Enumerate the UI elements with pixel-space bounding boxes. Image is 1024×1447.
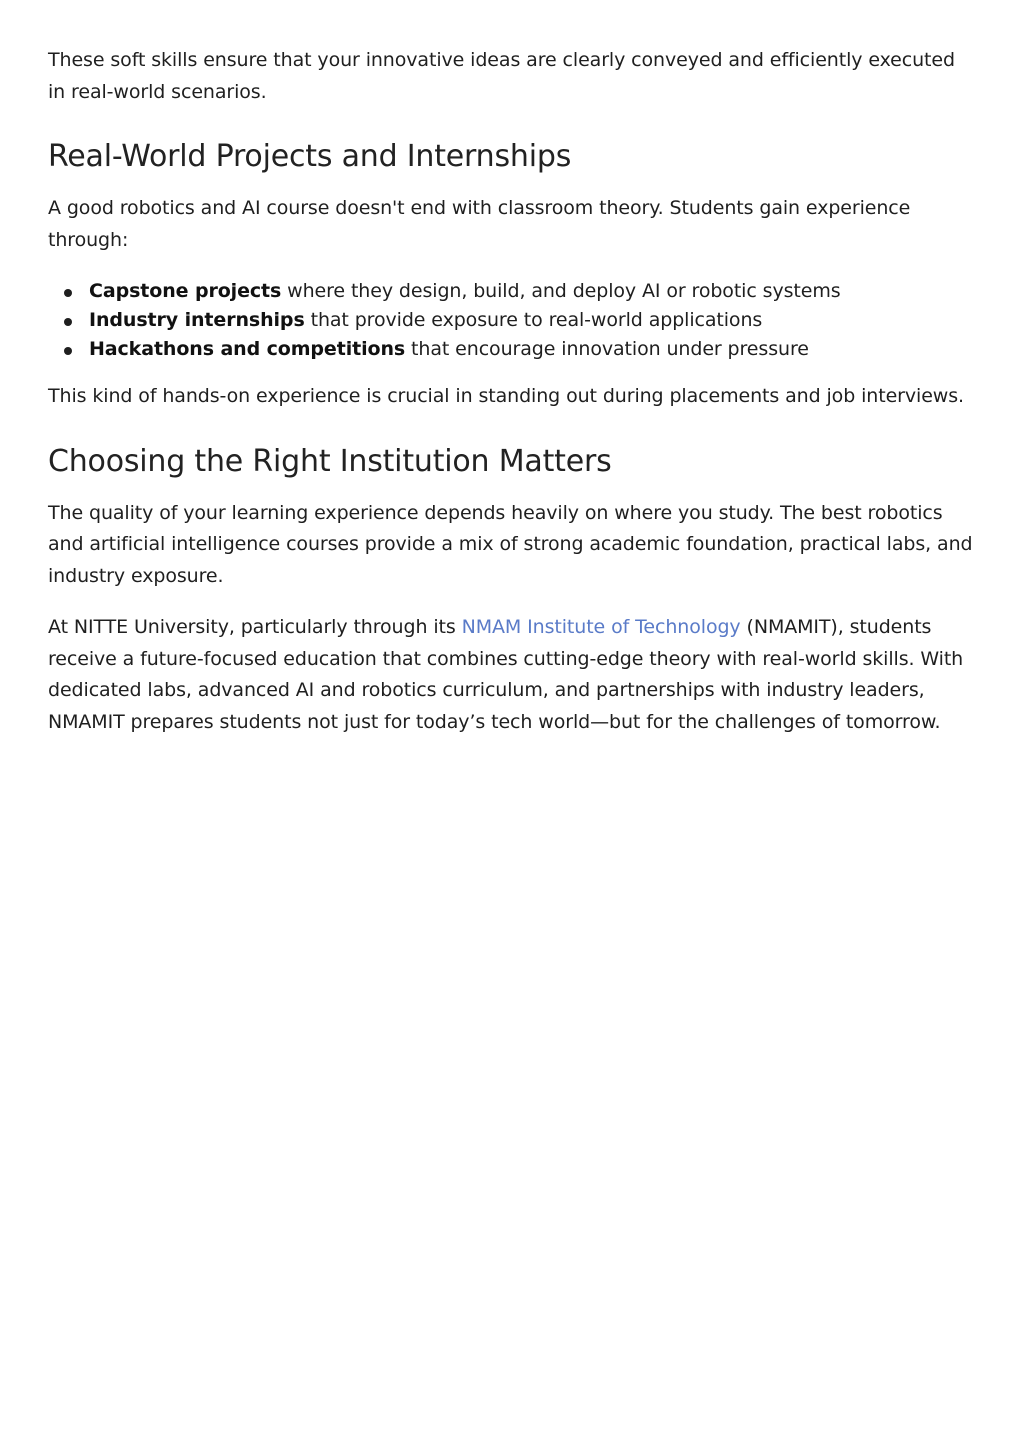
quality-paragraph: The quality of your learning experience depends heavily on where you study. The best robotics and artificial intelligence courses provide a mix of strong academic foundation, practical labs, and industry exposure. <box>48 501 973 587</box>
list-item-bold: Hackathons and competitions <box>89 338 406 360</box>
projects-intro-paragraph: A good robotics and AI course doesn't end with classroom theory. Students gain experience through: <box>48 197 911 251</box>
list-item-bold: Capstone projects <box>89 280 282 302</box>
projects-heading: Real-World Projects and Internships <box>48 139 572 174</box>
bullet-dot-icon <box>64 318 72 326</box>
list-item <box>48 335 974 364</box>
institution-heading: Choosing the Right Institution Matters <box>48 443 612 479</box>
list-item-text: that provide exposure to real-world applications <box>304 309 763 331</box>
bullet-dot-icon <box>64 289 72 297</box>
bullet-dot-icon <box>64 347 72 355</box>
list-item-bold: Industry internships <box>89 309 305 331</box>
list-item-text: that encourage innovation under pressure <box>405 338 809 360</box>
nmamit-link[interactable]: NMAM Institute of Technology <box>461 616 741 638</box>
list-item <box>48 277 974 306</box>
handson-paragraph: This kind of hands-on experience is crucial in standing out during placements and job interviews. <box>48 385 964 407</box>
list-item-text: where they design, build, and deploy AI or robotic systems <box>281 280 841 302</box>
projects-bullet-list <box>48 277 974 364</box>
nitte-paragraph <box>48 612 974 738</box>
nitte-text-before-link: At NITTE University, particularly through its <box>48 616 462 638</box>
nitte-text-after-link: (NMAMIT), students receive a future-focused education that combines cutting-edge theory with real-world skills. With dedicated labs, advanced AI and robotics curriculum, and partnerships with industry leaders, NMAMIT prepares students not just for today’s tech world—but for the challenges of tomorrow. <box>48 616 964 733</box>
list-item <box>48 306 974 335</box>
intro-paragraph: These soft skills ensure that your innovative ideas are clearly conveyed and efficiently executed in real-world scenarios. <box>48 49 955 103</box>
